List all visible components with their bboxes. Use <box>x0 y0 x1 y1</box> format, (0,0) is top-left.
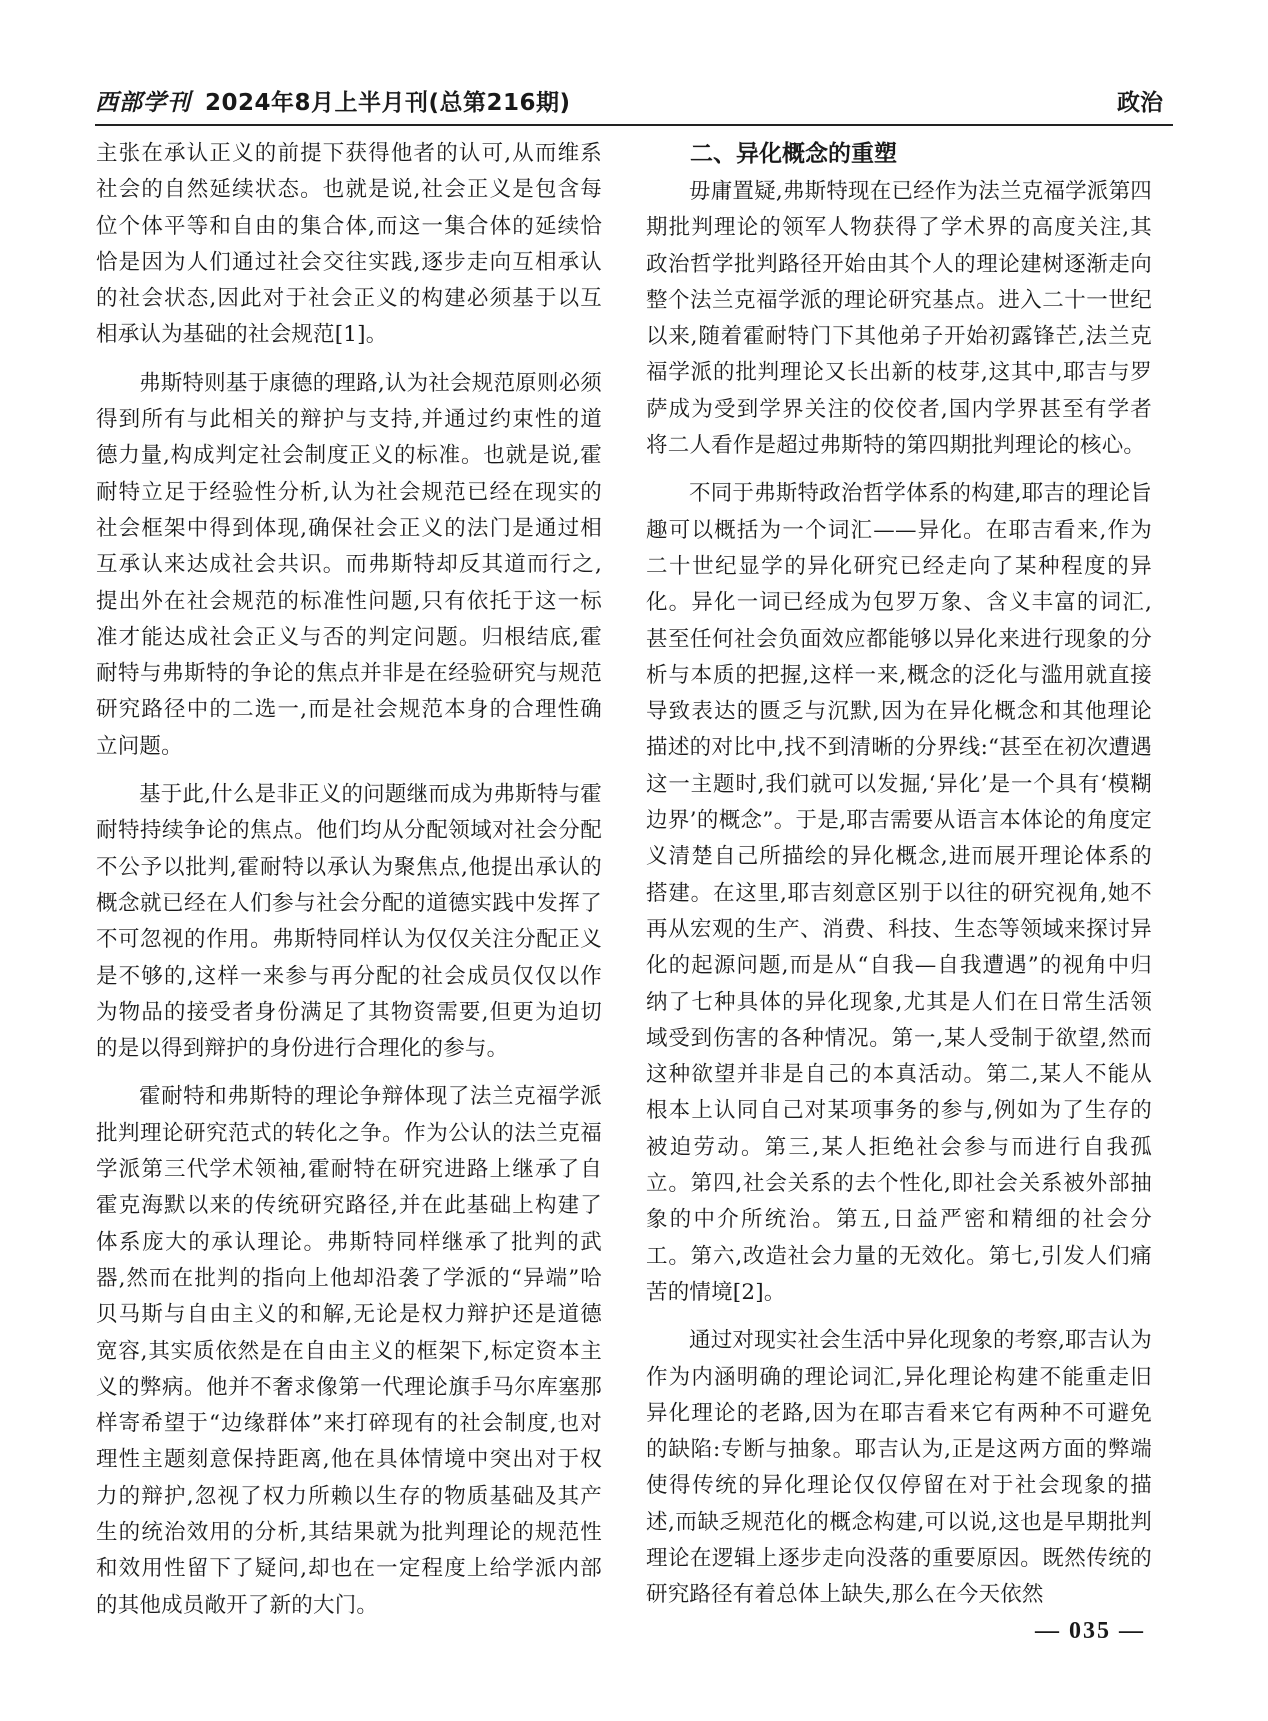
paragraph: 基于此,什么是非正义的问题继而成为弗斯特与霍耐特持续争论的焦点。他们均从分配领域对社会分配不公予以批判,霍耐特以承认为聚焦点,他提出承认的概念就已经在人们参与社会分配的道德实践中发挥了不可忽视的作用。弗斯特同样认为仅仅关注分配正义是不够的,这样一来参与再分配的社会成员仅仅以作为物品的接受者身份满足了其物资需要,但更为迫切的是以得到辩护的身份进行合理化的参与。 <box>96 782 602 1062</box>
issue-info: 2024年8月上半月刊(总第216期) <box>205 90 571 116</box>
running-header <box>95 78 1173 126</box>
paragraph: 霍耐特和弗斯特的理论争辩体现了法兰克福学派批判理论研究范式的转化之争。作为公认的法兰克福学派第三代学术领袖,霍耐特在研究进路上继承了自霍克海默以来的传统研究路径,并在此基础上构建了体系庞大的承认理论。弗斯特同样继承了批判的武器,然而在批判的指向上他却沿袭了学派的“异端”哈贝马斯与自由主义的和解,无论是权力辩护还是道德宽容,其实质依然是在自由主义的框架下,标定资本主义的弊病。他并不奢求像第一代理论旗手马尔库塞那样寄希望于“边缘群体”来打碎现有的社会制度,也对理性主题刻意保持距离,他在具体情境中突出对于权力的辩护,忽视了权力所赖以生存的物质基础及其产生的统治效用的分析,其结果就为批判理论的规范性和效用性留下了疑问,却也在一定程度上给学派内部的其他成员敞开了新的大门。 <box>96 1084 602 1618</box>
section-heading: 二、异化概念的重塑 <box>690 141 897 167</box>
paragraph: 不同于弗斯特政治哲学体系的构建,耶吉的理论旨趣可以概括为一个词汇——异化。在耶吉看来,作为二十世纪显学的异化研究已经走向了某种程度的异化。异化一词已经成为包罗万象、含义丰富的词汇,甚至任何社会负面效应都能够以异化来进行现象的分析与本质的把握,这样一来,概念的泛化与滥用就直接导致表达的匮乏与沉默,因为在异化概念和其他理论描述的对比中,找不到清晰的分界线:“甚至在初次遭遇这一主题时,我们就可以发掘,‘异化’是一个具有‘模糊边界’的概念”。于是,耶吉需要从语言本体论的角度定义清楚自己所描绘的异化概念,进而展开理论体系的搭建。在这里,耶吉刻意区别于以往的研究视角,她不再从宏观的生产、消费、科技、生态等领域来探讨异化的起源问题,而是从“自我—自我遭遇”的视角中归纳了七种具体的异化现象,尤其是人们在日常生活领域受到伤害的各种情况。第一,某人受制于欲望,然而这种欲望并非是自己的本真活动。第二,某人不能从根本上认同自己对某项事务的参与,例如为了生存的被迫劳动。第三,某人拒绝社会参与而进行自我孤立。第四,社会关系的去个性化,即社会关系被外部抽象的中介所统治。第五,日益严密和精细的社会分工。第六,改造社会力量的无效化。第七,引发人们痛苦的情境[2]。 <box>646 481 1152 1305</box>
section-label: 政治 <box>1117 90 1163 116</box>
paragraph: 弗斯特则基于康德的理路,认为社会规范原则必须得到所有与此相关的辩护与支持,并通过约束性的道德力量,构成判定社会制度正义的标准。也就是说,霍耐特立足于经验性分析,认为社会规范已经在现实的社会框架中得到体现,确保社会正义的法门是通过相互承认来达成社会共识。而弗斯特却反其道而行之,提出外在社会规范的标准性问题,只有依托于这一标准才能达成社会正义与否的判定问题。归根结底,霍耐特与弗斯特的争论的焦点并非是在经验研究与规范研究路径中的二选一,而是社会规范本身的合理性确立问题。 <box>96 370 602 759</box>
page-number: — 035 — <box>1035 1618 1145 1644</box>
journal-name: 西部学刊 <box>95 89 191 116</box>
left-column <box>96 136 602 1618</box>
paragraph: 通过对现实社会生活中异化现象的考察,耶吉认为作为内涵明确的理论词汇,异化理论构建不能重走旧异化理论的老路,因为在耶吉看来它有两种不可避免的缺陷:专断与抽象。耶吉认为,正是这两方面的弊端使得传统的异化理论仅仅停留在对于社会现象的描述,而缺乏规范化的概念构建,可以说,这也是早期批判理论在逻辑上逐步走向没落的重要原因。既然传统的研究路径有着总体上缺失,那么在今天依然 <box>646 1328 1152 1608</box>
paragraph: 毋庸置疑,弗斯特现在已经作为法兰克福学派第四期批判理论的领军人物获得了学术界的高度关注,其政治哲学批判路径开始由其个人的理论建树逐渐走向整个法兰克福学派的理论研究基点。进入二十一世纪以来,随着霍耐特门下其他弟子开始初露锋芒,法兰克福学派的批判理论又长出新的枝芽,这其中,耶吉与罗萨成为受到学界关注的佼佼者,国内学界甚至有学者将二人看作是超过弗斯特的第四期批判理论的核心。 <box>646 179 1152 459</box>
paragraph: 主张在承认正义的前提下获得他者的认可,从而维系社会的自然延续状态。也就是说,社会正义是包含每位个体平等和自由的集合体,而这一集合体的延续恰恰是因为人们通过社会交往实践,逐步走向互相承认的社会状态,因此对于社会正义的构建必须基于以互相承认为基础的社会规范[1]。 <box>96 141 602 348</box>
right-column <box>646 136 1152 1608</box>
